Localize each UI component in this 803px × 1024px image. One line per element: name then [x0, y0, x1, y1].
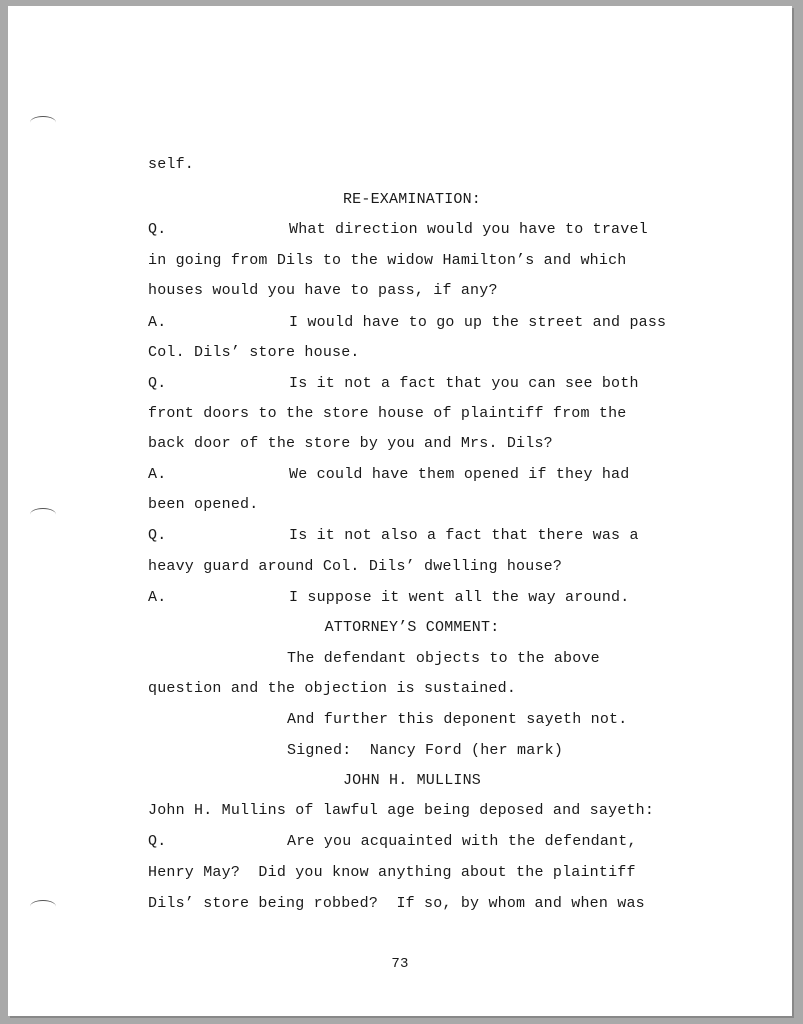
signature-line: Signed: Nancy Ford (her mark) [287, 742, 564, 759]
answer-label: A. [148, 589, 167, 606]
question-label: Q. [148, 527, 167, 544]
answer-label: A. [148, 314, 167, 331]
text-line: question and the objection is sustained. [148, 680, 517, 697]
question-text: Are you acquainted with the defendant, [287, 833, 637, 850]
comment-text: The defendant objects to the above [287, 650, 600, 667]
question-text: Is it not also a fact that there was a [289, 527, 639, 544]
question-label: Q. [148, 221, 167, 238]
question-label: Q. [148, 375, 167, 392]
text-line: And further this deponent sayeth not. [287, 711, 628, 728]
answer-label: A. [148, 466, 167, 483]
text-line: self. [148, 156, 195, 173]
text-line: back door of the store by you and Mrs. Dils? [148, 435, 553, 452]
answer-text: We could have them opened if they had [289, 466, 630, 483]
answer-text: I suppose it went all the way around. [289, 589, 630, 606]
text-line: been opened. [148, 496, 259, 513]
page-number: 73 [391, 956, 409, 972]
text-line: John H. Mullins of lawful age being deposed and sayeth: [148, 802, 655, 819]
text-line: Dils’ store being robbed? If so, by whom and when was [148, 895, 645, 912]
binding-hole-mark [30, 508, 56, 521]
text-line: front doors to the store house of plaintiff from the [148, 405, 627, 422]
answer-text: I would have to go up the street and pass [289, 314, 667, 331]
section-heading: RE-EXAMINATION: [342, 191, 482, 208]
text-line: houses would you have to pass, if any? [148, 282, 498, 299]
binding-hole-mark [30, 116, 56, 129]
question-label: Q. [148, 833, 167, 850]
section-heading: JOHN H. MULLINS [342, 772, 482, 789]
text-line: Henry May? Did you know anything about the plaintiff [148, 864, 636, 881]
document-page [8, 6, 792, 1016]
binding-hole-mark [30, 900, 56, 913]
question-text: Is it not a fact that you can see both [289, 375, 639, 392]
section-heading: ATTORNEY’S COMMENT: [324, 619, 500, 636]
question-text: What direction would you have to travel [289, 221, 648, 238]
text-line: Col. Dils’ store house. [148, 344, 360, 361]
text-line: in going from Dils to the widow Hamilton’s and which [148, 252, 627, 269]
text-line: heavy guard around Col. Dils’ dwelling house? [148, 558, 563, 575]
